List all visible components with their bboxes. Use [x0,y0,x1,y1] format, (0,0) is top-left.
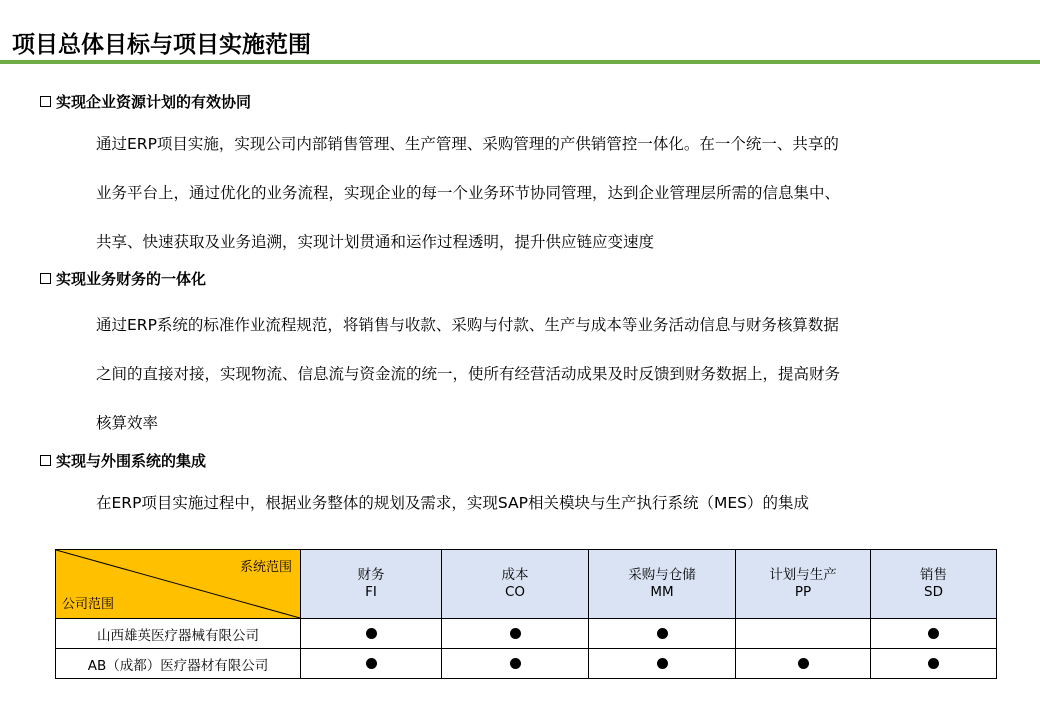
scope-table-body [56,619,997,679]
page-title: 项目总体目标与项目实施范围 [12,32,311,58]
section-paragraph-finance-integration [96,301,996,448]
scope-table [55,549,997,679]
corner-label-company-scope: 公司范围 [62,597,115,612]
paragraph-line: 业务平台上，通过优化的业务流程，实现企业的每一个业务环节协同管理，达到企业管理层所需的信息集中、 [96,184,841,202]
mark-cell [871,619,997,649]
paragraph-line: 之间的直接对接，实现物流、信息流与资金流的统一，使所有经营活动成果及时反馈到财务数据上，提高财务 [96,365,841,383]
filled-circle-icon [366,658,377,669]
module-name: 采购与仓储 [628,567,696,583]
filled-circle-icon [798,658,809,669]
company-name-cell: AB（成都）医疗器材有限公司 [56,649,301,679]
module-name: 成本 [501,567,529,583]
table-corner-cell [56,550,301,619]
filled-circle-icon [928,628,939,639]
filled-circle-icon [928,658,939,669]
module-code: SD [924,584,943,600]
section-heading-text: 实现与外围系统的集成 [56,452,207,470]
mark-cell [736,619,871,649]
module-header-co [442,550,589,619]
section-heading-erp-coordination [40,91,251,112]
table-header-row [56,550,997,619]
paragraph-line: 通过ERP项目实施，实现公司内部销售管理、生产管理、采购管理的产供销管控一体化。在一个统一、共享的 [96,135,839,153]
module-header-fi [301,550,442,619]
filled-circle-icon [657,628,668,639]
module-name: 销售 [920,567,947,583]
corner-label-system-scope: 系统范围 [239,560,292,575]
section-heading-text: 实现企业资源计划的有效协同 [56,93,252,111]
module-code: PP [794,584,812,600]
table-row [56,619,997,649]
table-row [56,649,997,679]
paragraph-line: 通过ERP系统的标准作业流程规范，将销售与收款、采购与付款、生产与成本等业务活动信息与财务核算数据 [96,316,839,334]
paragraph-line: 核算效率 [96,414,159,432]
mark-cell [442,649,589,679]
mark-cell [736,649,871,679]
company-name-cell: 山西雄英医疗器械有限公司 [56,619,301,649]
filled-circle-icon [510,628,521,639]
checkbox-bullet-icon [40,273,51,284]
mark-cell [871,649,997,679]
module-header-mm [589,550,736,619]
checkbox-bullet-icon [40,455,51,466]
paragraph-line: 在ERP项目实施过程中，根据业务整体的规划及需求，实现SAP相关模块与生产执行系统（MES）的集成 [96,494,809,512]
filled-circle-icon [366,628,377,639]
mark-cell [301,619,442,649]
title-divider [0,60,1040,64]
section-heading-text: 实现业务财务的一体化 [56,270,207,288]
mark-cell [301,649,442,679]
section-paragraph-erp-coordination [96,120,996,267]
paragraph-line: 共享、快速获取及业务追溯，实现计划贯通和运作过程透明，提升供应链应变速度 [96,233,655,251]
module-code: MM [650,584,674,600]
mark-cell [589,649,736,679]
mark-cell [589,619,736,649]
checkbox-bullet-icon [40,96,51,107]
module-header-sd [871,550,997,619]
section-heading-system-integration [40,450,206,471]
section-heading-finance-integration [40,268,206,289]
module-name: 财务 [357,567,385,583]
module-code: FI [365,584,377,600]
filled-circle-icon [510,658,521,669]
module-code: CO [504,584,526,600]
section-paragraph-system-integration [96,479,996,528]
module-header-pp [736,550,871,619]
module-name: 计划与生产 [769,567,837,583]
filled-circle-icon [657,658,668,669]
mark-cell [442,619,589,649]
